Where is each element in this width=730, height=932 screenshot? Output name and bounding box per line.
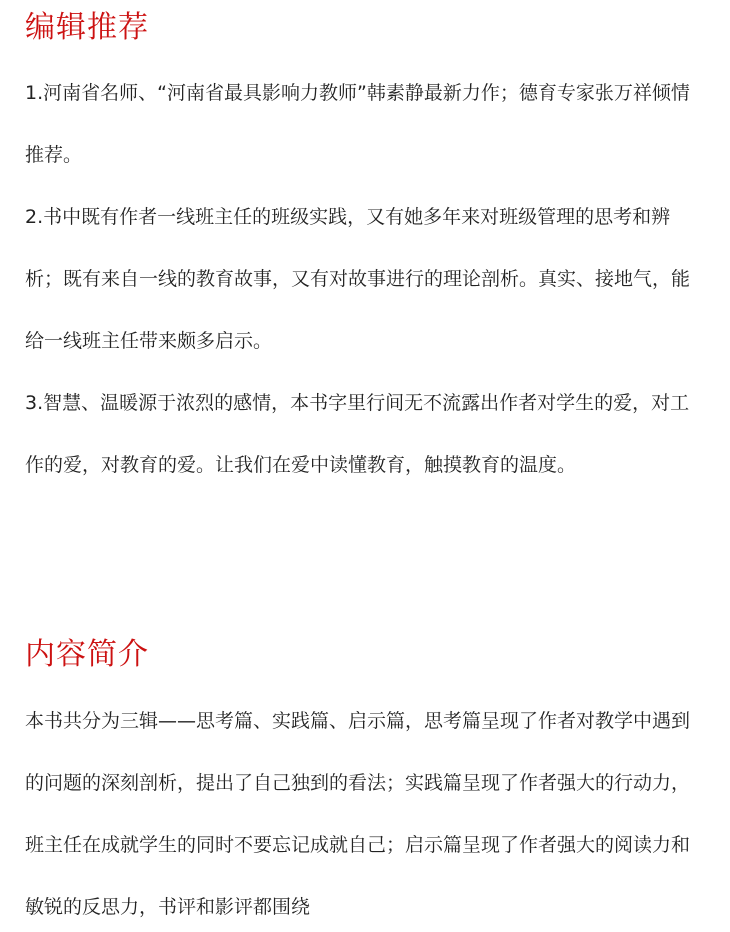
- recommend-heading: 编辑推荐: [25, 10, 149, 45]
- intro-heading: 内容简介: [25, 637, 149, 672]
- recommend-paragraph-1: 1.河南省名师、“河南省最具影响力教师”韩素静最新力作；德育专家张万祥倾情推荐。: [25, 82, 690, 166]
- recommend-paragraph-2: 2.书中既有作者一线班主任的班级实践，又有她多年来对班级管理的思考和辨析；既有来自一线的教育故事，又有对故事进行的理论剖析。真实、接地气，能给一线班主任带来颇多启示。: [25, 206, 691, 352]
- intro-paragraph: 本书共分为三辑——思考篇、实践篇、启示篇，思考篇呈现了作者对教学中遇到的问题的深刻剖析，提出了自己独到的看法；实践篇呈现了作者强大的行动力，班主任在成就学生的同时不要忘记成就自己；启示篇呈现了作者强大的阅读力和敏锐的反思力，书评和影评都围绕: [25, 710, 691, 918]
- recommend-paragraph-3: 3.智慧、温暖源于浓烈的感情，本书字里行间无不流露出作者对学生的爱，对工作的爱，对教育的爱。让我们在爱中读懂教育，触摸教育的温度。: [25, 392, 690, 476]
